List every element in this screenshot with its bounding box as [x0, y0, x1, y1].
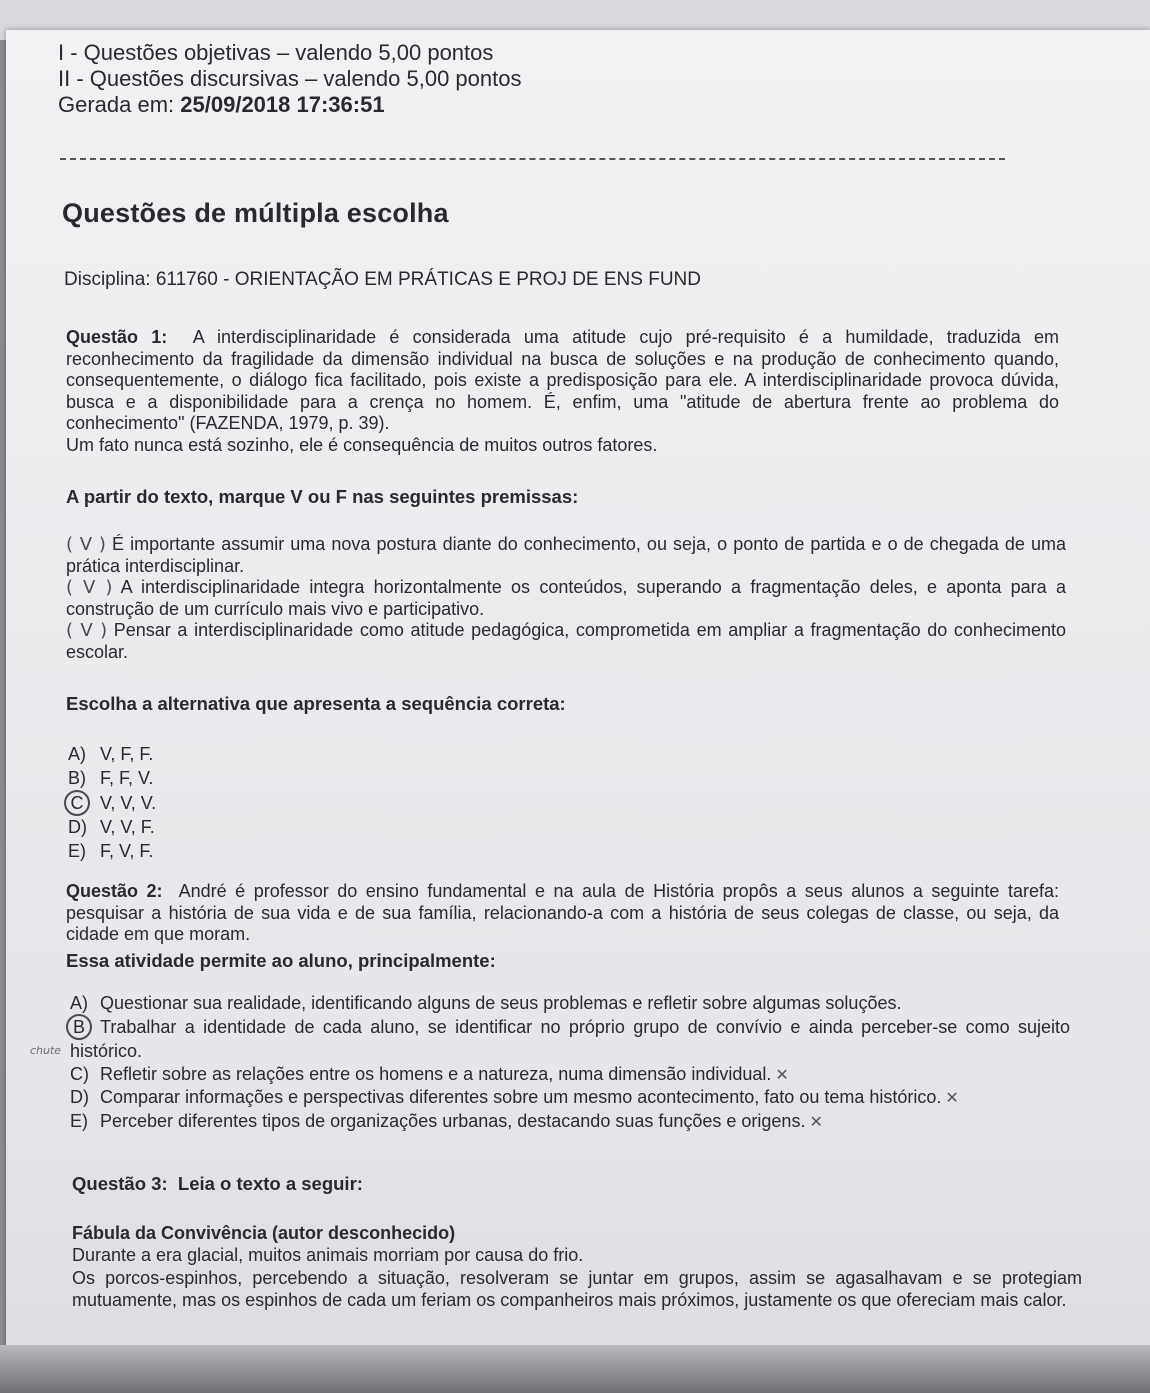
- q1-alternative-e[interactable]: [68, 840, 1088, 864]
- q1-alternative-c[interactable]: [68, 790, 1088, 816]
- statement-2-mark: ( V ): [66, 577, 113, 598]
- alt-text: V, V, F.: [100, 817, 155, 837]
- exam-header: [58, 40, 1088, 118]
- discursive-points-line: II - Questões discursivas – valendo 5,00 pontos: [58, 66, 522, 91]
- fable-title: Fábula da Convivência (autor desconhecido): [72, 1223, 456, 1243]
- q2-alternative-b[interactable]: [30, 1014, 1070, 1063]
- cross-mark-icon: ✕: [945, 1088, 959, 1107]
- question-3-heading: [72, 1173, 1088, 1195]
- question-2-alternatives: [30, 992, 1088, 1134]
- bottom-shadow: [0, 1345, 1150, 1393]
- generated-label: Gerada em:: [58, 92, 181, 117]
- alt-letter: D): [68, 817, 87, 837]
- alt-text: F, F, V.: [100, 767, 154, 788]
- alt-letter: B): [68, 767, 86, 788]
- statement-3-mark: ( V ): [66, 620, 108, 641]
- question-1-text: [66, 327, 1059, 435]
- question-1-prompt: Escolha a alternativa que apresenta a sequência correta:: [66, 693, 566, 714]
- alt-letter: E): [68, 840, 86, 861]
- cross-mark-icon: ✕: [775, 1064, 789, 1084]
- alt-text: V, F, F.: [100, 744, 154, 764]
- handwritten-note: chute: [30, 1044, 62, 1057]
- q2-alternative-c[interactable]: [70, 1063, 1070, 1087]
- alt-text: Refletir sobre as relações entre os homens e a natureza, numa dimensão individual.: [100, 1063, 772, 1084]
- q1-alternative-b[interactable]: [68, 767, 1088, 791]
- section-title: Questões de múltipla escolha: [62, 198, 449, 228]
- alt-letter: A): [68, 744, 86, 764]
- dashed-divider: [60, 158, 1005, 160]
- statement-2-text: A interdisciplinaridade integra horizontalmente os conteúdos, superando a fragmentação deles, e aponta para a construção de um currículo mais vivo e participativo.: [66, 577, 1066, 619]
- circled-letter: C: [64, 790, 90, 816]
- cross-mark-icon: ✕: [809, 1111, 823, 1131]
- objective-points-line: I - Questões objetivas – valendo 5,00 pontos: [58, 40, 494, 65]
- question-2-label: Questão 2:: [66, 881, 163, 901]
- question-2-prompt: Essa atividade permite ao aluno, principalmente:: [66, 949, 496, 971]
- alt-text: Questionar sua realidade, identificando alguns de seus problemas e refletir sobre algumas soluções.: [100, 992, 902, 1013]
- alt-text: F, V, F.: [100, 840, 154, 861]
- question-1-body: A interdisciplinaridade é considerada uma atitude cujo pré-requisito é a humildade, traduzida em reconhecimento da fragilidade da dimensão individual na busca de soluções e na produção de conhecimento quando, consequentemente, o diálogo fica facilitado, pois existe a predisposição para ele. A interdisciplinaridade provoca dúvida, busca e a disponibilidade para a crença no homem. É, enfim, uma "atitude de abertura frente ao problema do conhecimento" (FAZENDA, 1979, p. 39).: [66, 327, 1060, 433]
- alt-letter: E): [70, 1110, 88, 1131]
- statement-1-text: É importante assumir uma nova postura diante do conhecimento, ou seja, o ponto de partida e o de chegada de uma prática interdisciplinar.: [66, 534, 1066, 576]
- question-3-label: Questão 3:: [72, 1173, 168, 1194]
- generated-date: 25/09/2018 17:36:51: [180, 92, 385, 117]
- alt-text: Comparar informações e perspectivas diferentes sobre um mesmo acontecimento, fato ou tema histórico.: [100, 1087, 942, 1107]
- fable-line-2: Os porcos-espinhos, percebendo a situação, resolveram se juntar em grupos, assim se agasalhavam e se protegiam mutuamente, mas os espinhos de cada um feriam os companheiros mais próximos, justamente os que ofereciam mais calor.: [72, 1267, 1082, 1310]
- alt-letter: C): [70, 1063, 89, 1084]
- question-1-alternatives: [68, 743, 1088, 863]
- circled-letter: B: [66, 1014, 92, 1040]
- statement-2: [66, 577, 1066, 620]
- discipline-line: Disciplina: 611760 - ORIENTAÇÃO EM PRÁTICAS E PROJ DE ENS FUND: [64, 269, 702, 290]
- statement-3-text: Pensar a interdisciplinaridade como atitude pedagógica, comprometida em ampliar a fragmentação do conhecimento escolar.: [66, 620, 1066, 662]
- question-1-instruction: A partir do texto, marque V ou F nas seguintes premissas:: [66, 486, 579, 507]
- question-1-label: Questão 1:: [66, 327, 168, 347]
- q1-alternative-d[interactable]: [68, 816, 1088, 840]
- fable-line-1: Durante a era glacial, muitos animais morriam por causa do frio.: [72, 1245, 584, 1265]
- alt-text: Trabalhar a identidade de cada aluno, se identificar no próprio grupo de convívio e ainda perceber-se como sujeito histórico.: [70, 1017, 1070, 1061]
- question-2-body: André é professor do ensino fundamental e na aula de História propôs a seus alunos a seguinte tarefa: pesquisar a história de sua vida e de sua família, relacionando-a com a história de seus colegas de classe, ou seja, da cidade em que moram.: [66, 881, 1059, 944]
- generated-line: [58, 92, 1088, 118]
- statement-1: [66, 534, 1066, 577]
- alt-text: Perceber diferentes tipos de organizações urbanas, destacando suas funções e origens.: [100, 1110, 806, 1131]
- alt-letter: D): [70, 1087, 89, 1107]
- alt-letter: A): [70, 992, 88, 1013]
- q1-alternative-a[interactable]: [68, 743, 1088, 767]
- q2-alternative-a[interactable]: [70, 992, 1070, 1015]
- question-3-body: Leia o texto a seguir:: [177, 1173, 363, 1194]
- q2-alternative-d[interactable]: [70, 1086, 1070, 1110]
- exam-content: [30, 40, 1088, 1312]
- question-1-text2: Um fato nunca está sozinho, ele é consequência de muitos outros fatores.: [66, 434, 658, 455]
- alt-text: V, V, V.: [100, 793, 157, 813]
- question-2-text: [66, 881, 1059, 946]
- statement-1-mark: ( V ): [66, 534, 106, 555]
- statement-3: [66, 620, 1066, 663]
- q2-alternative-e[interactable]: [70, 1110, 1070, 1134]
